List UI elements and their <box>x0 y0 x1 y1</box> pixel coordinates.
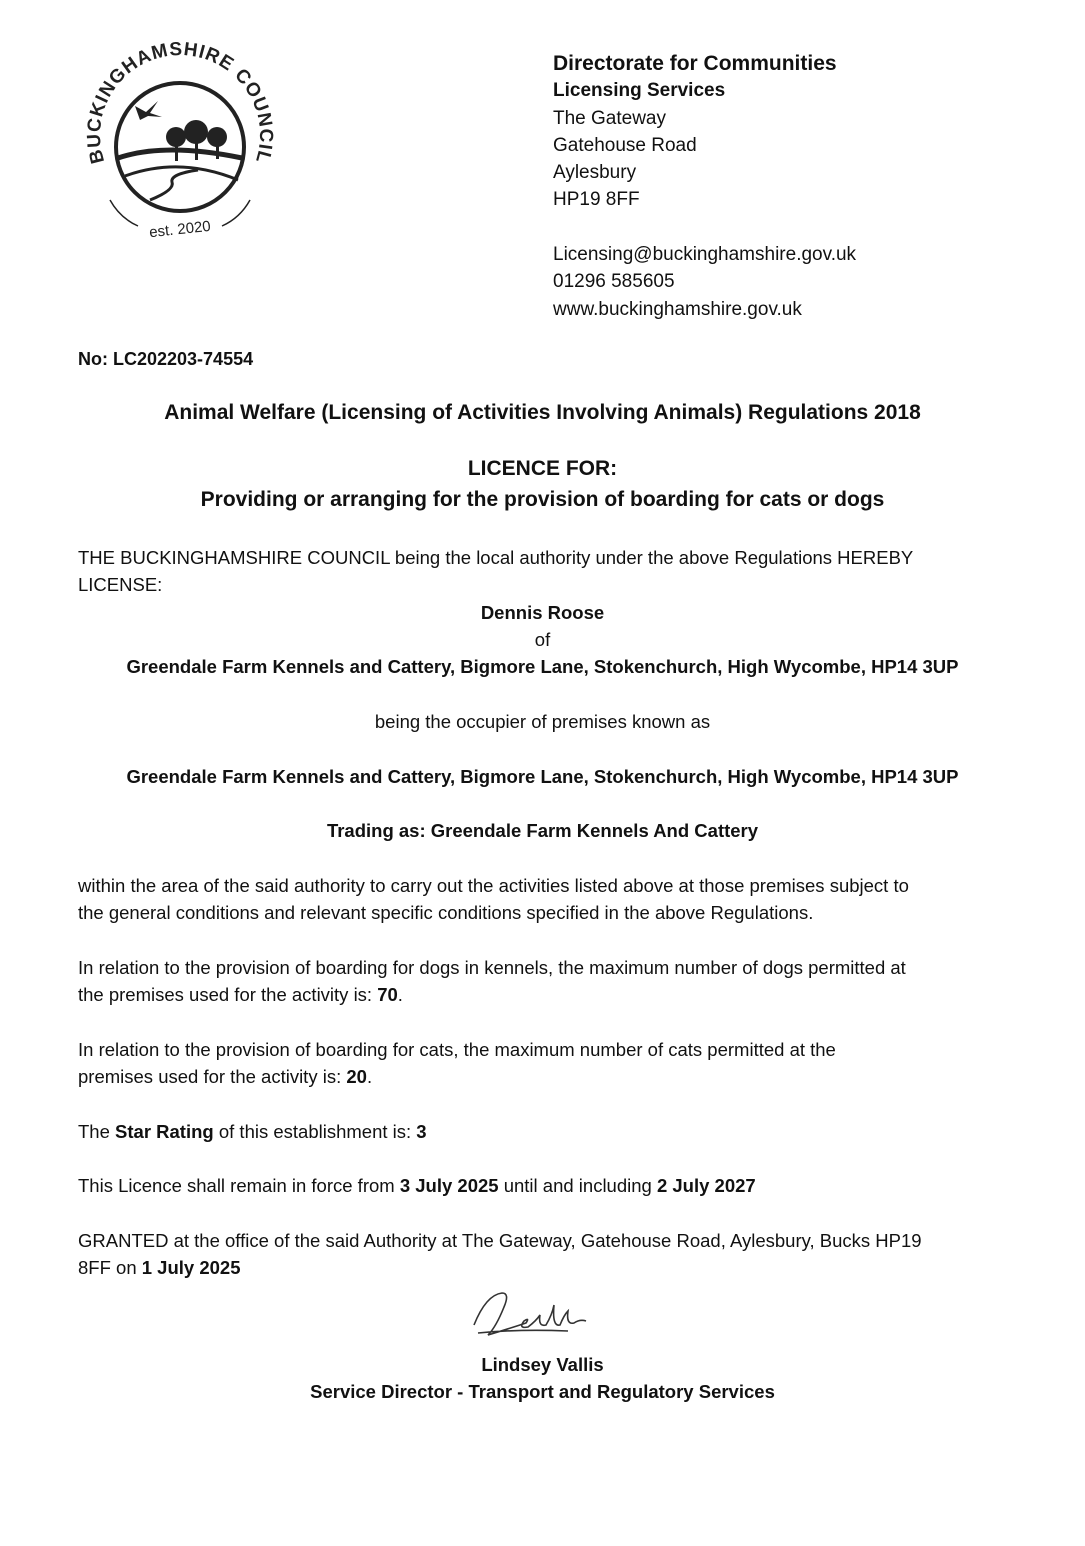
bird-icon <box>135 101 162 120</box>
star-value: 3 <box>416 1121 427 1142</box>
granted-line-2: 8FF on <box>78 1257 142 1279</box>
conditions-paragraph <box>78 872 1028 927</box>
contact-details <box>553 241 856 323</box>
conditions-line-2: the general conditions and relevant specific conditions specified in the above Regulations. <box>78 902 814 924</box>
dogs-suffix: . <box>397 984 403 1006</box>
intro-paragraph <box>78 544 1028 599</box>
licensee-of: of <box>534 629 551 650</box>
cats-line-2: premises used for the activity is: <box>78 1066 347 1088</box>
cats-paragraph <box>78 1036 1028 1091</box>
premises-address: Greendale Farm Kennels and Cattery, Bigmore Lane, Stokenchurch, High Wycombe, HP14 3UP <box>126 766 959 787</box>
signatory-name: Lindsey Vallis <box>481 1354 604 1375</box>
validity-prefix: This Licence shall remain in force from <box>78 1175 400 1196</box>
svg-text:BUCKINGHAMSHIRE COUNCIL <box>84 40 276 166</box>
council-logo <box>80 40 280 240</box>
star-prefix: The <box>78 1121 116 1142</box>
dogs-line-1: In relation to the provision of boarding for dogs in kennels, the maximum number of dogs permitted at <box>78 957 906 978</box>
directorate-name: Directorate for Communities <box>553 52 837 75</box>
dogs-line-2: the premises used for the activity is: <box>78 984 378 1006</box>
address-line-1: The Gateway <box>553 107 666 129</box>
logo-est-text: est. 2020 <box>148 217 212 240</box>
cats-max: 20 <box>346 1066 367 1088</box>
address-postcode: HP19 8FF <box>553 189 640 211</box>
contact-phone: 01296 585605 <box>553 271 675 293</box>
validity-middle: until and including <box>498 1175 657 1196</box>
contact-website: www.buckinghamshire.gov.uk <box>553 298 802 320</box>
address-line-2: Gatehouse Road <box>553 134 697 156</box>
regulations-title: Animal Welfare (Licensing of Activities Involving Animals) Regulations 2018 <box>164 401 921 424</box>
licensee-address: Greendale Farm Kennels and Cattery, Bigmore Lane, Stokenchurch, High Wycombe, HP14 3UP <box>126 656 959 677</box>
logo-arc-text: BUCKINGHAMSHIRE COUNCIL <box>83 40 277 166</box>
conditions-line-1: within the area of the said authority to carry out the activities listed above at those premises subject to <box>78 875 909 896</box>
star-label: Star Rating <box>115 1121 214 1142</box>
granted-line-1: GRANTED at the office of the said Authority at The Gateway, Gatehouse Road, Aylesbury, Bucks HP19 <box>78 1230 922 1251</box>
validity-from: 3 July 2025 <box>399 1175 499 1196</box>
service-name: Licensing Services <box>553 80 726 102</box>
signature-image <box>468 1285 598 1345</box>
licence-number: No: LC202203-74554 <box>78 349 254 369</box>
cats-line-1: In relation to the provision of boarding for cats, the maximum number of cats permitted at the <box>78 1039 836 1060</box>
star-rating-line <box>78 1118 1028 1145</box>
cats-suffix: . <box>366 1066 373 1088</box>
signatory-title: Service Director - Transport and Regulatory Services <box>310 1381 775 1402</box>
granted-date: 1 July 2025 <box>141 1257 241 1279</box>
validity-to: 2 July 2027 <box>656 1175 756 1196</box>
occupier-text: being the occupier of premises known as <box>374 711 711 732</box>
address-line-3: Aylesbury <box>553 162 637 184</box>
dogs-paragraph <box>78 954 1028 1009</box>
intro-line-2: LICENSE: <box>78 574 163 596</box>
council-address <box>553 50 837 214</box>
contact-email: Licensing@buckinghamshire.gov.uk <box>553 244 857 265</box>
trading-as: Trading as: Greendale Farm Kennels And Cattery <box>326 820 759 841</box>
licensee-name: Dennis Roose <box>480 602 605 623</box>
licence-activity: Providing or arranging for the provision of boarding for cats or dogs <box>200 488 885 511</box>
intro-line-1: THE BUCKINGHAMSHIRE COUNCIL being the local authority under the above Regulations HEREBY <box>78 547 914 568</box>
validity-line <box>78 1172 1028 1199</box>
granted-paragraph <box>78 1227 1028 1282</box>
dogs-max: 70 <box>377 984 398 1006</box>
licence-for-heading: LICENCE FOR: <box>467 457 618 480</box>
star-middle: of this establishment is: <box>213 1121 417 1142</box>
